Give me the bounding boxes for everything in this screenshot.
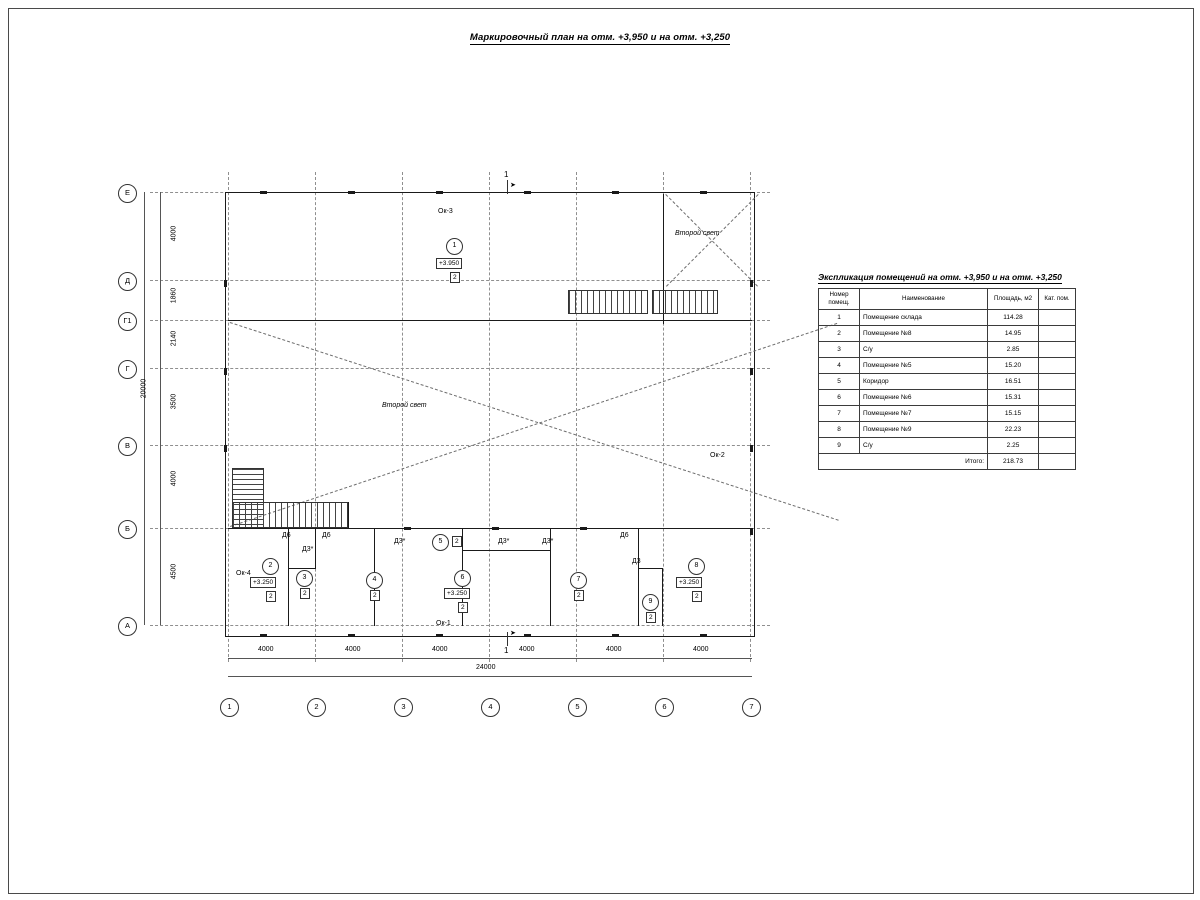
door-label-d3-5: Д3 [632, 558, 641, 565]
level-mark-lower-mid: +3.250 [444, 588, 470, 599]
window-mark [348, 191, 355, 194]
cell-room-name: Помещение №9 [860, 422, 988, 438]
cell-room-area: 15.31 [988, 390, 1039, 406]
cell-room-area: 16.51 [988, 374, 1039, 390]
cell-room-number: 8 [819, 422, 860, 438]
cell-room-category [1039, 438, 1076, 454]
category-mark-2: 2 [266, 591, 276, 602]
stair-lower-end [348, 502, 349, 528]
axis-bubble-V[interactable]: В [118, 437, 137, 456]
room-marker-3[interactable]: 3 [296, 570, 313, 587]
dim-chain-horizontal-inner [228, 658, 752, 659]
category-mark-9: 2 [646, 612, 656, 623]
cell-total-category [1039, 454, 1076, 470]
table-row [819, 438, 1076, 454]
window-mark [750, 528, 753, 535]
window-label-ok3: Ок-3 [438, 208, 453, 215]
window-label-ok4: Ок-4 [236, 570, 251, 577]
room-marker-4[interactable]: 4 [366, 572, 383, 589]
window-mark [260, 191, 267, 194]
door-label-d3-2: Д3* [394, 538, 406, 545]
cell-room-name: Помещение склада [860, 310, 988, 326]
explication-title-text: Экспликация помещений на отм. +3,950 и на отм. +3,250 [818, 272, 1062, 282]
window-mark [436, 634, 443, 637]
dim-v-2140: 2140 [170, 330, 178, 347]
table-row [819, 406, 1076, 422]
category-mark-7: 2 [574, 590, 584, 601]
section-tick-bottom [507, 632, 508, 646]
dim-h-4: 4000 [519, 646, 535, 653]
room-marker-7[interactable]: 7 [570, 572, 587, 589]
sheet-title [0, 32, 1200, 43]
header-room-category: Кат. пом. [1039, 289, 1076, 310]
sheet-title-text: Маркировочный план на отм. +3,950 и на отм. +3,250 [469, 32, 731, 43]
cell-room-area: 114.28 [988, 310, 1039, 326]
cell-room-number: 5 [819, 374, 860, 390]
cell-room-name: С/у [860, 342, 988, 358]
cell-room-number: 3 [819, 342, 860, 358]
header-room-area: Площадь, м2 [988, 289, 1039, 310]
window-mark [436, 191, 443, 194]
axis-bubble-B[interactable]: Б [118, 520, 137, 539]
category-mark-3: 2 [300, 588, 310, 599]
door-mark [492, 527, 499, 530]
axis-bubble-3[interactable]: 3 [394, 698, 413, 717]
door-label-d6-2: Д6 [322, 532, 331, 539]
void-label-right: Второй свет [675, 230, 720, 237]
room-marker-9[interactable]: 9 [642, 594, 659, 611]
dim-chain-horizontal-outer [228, 676, 752, 677]
cell-room-area: 14.95 [988, 326, 1039, 342]
window-mark [612, 634, 619, 637]
table-row [819, 390, 1076, 406]
cell-room-area: 2.25 [988, 438, 1039, 454]
room-marker-8[interactable]: 8 [688, 558, 705, 575]
room-marker-1[interactable]: 1 [446, 238, 463, 255]
category-mark-1: 2 [450, 272, 460, 283]
window-mark [750, 368, 753, 375]
room-marker-2[interactable]: 2 [262, 558, 279, 575]
cell-room-category [1039, 390, 1076, 406]
cell-room-number: 7 [819, 406, 860, 422]
table-row [819, 326, 1076, 342]
section-mark-bottom [504, 646, 508, 655]
window-mark [750, 280, 753, 287]
room-marker-6[interactable]: 6 [454, 570, 471, 587]
wall-partition-6 [638, 528, 639, 626]
cell-room-number: 2 [819, 326, 860, 342]
window-mark [348, 634, 355, 637]
window-mark [612, 191, 619, 194]
stair-lower-run [232, 502, 348, 528]
dim-chain-vertical-inner [160, 192, 161, 625]
cell-room-area: 15.20 [988, 358, 1039, 374]
window-mark [700, 634, 707, 637]
axis-bubble-2[interactable]: 2 [307, 698, 326, 717]
dim-v-4500: 4500 [170, 563, 178, 580]
cell-total-label: Итого: [819, 454, 988, 470]
header-room-number: Номер помещ. [819, 289, 860, 310]
door-label-d6-3: Д6 [620, 532, 629, 539]
cell-room-number: 4 [819, 358, 860, 374]
dim-v-4000b: 4000 [170, 470, 178, 487]
window-mark [750, 445, 753, 452]
dim-v-3500: 3500 [170, 393, 178, 410]
axis-bubble-E[interactable]: Е [118, 184, 137, 203]
cell-room-name: Помещение №5 [860, 358, 988, 374]
wall-partition-2 [315, 528, 316, 568]
cell-room-area: 15.15 [988, 406, 1039, 422]
table-header-row [819, 289, 1076, 310]
room-marker-5[interactable]: 5 [432, 534, 449, 551]
door-label-d3-1: Д3* [302, 546, 314, 553]
table-body [819, 310, 1076, 470]
dim-h-6: 4000 [693, 646, 709, 653]
explication-title [818, 272, 1118, 282]
level-mark-lower-right: +3.250 [676, 577, 702, 588]
wall-axis-B [228, 528, 752, 529]
window-mark [260, 634, 267, 637]
table-row [819, 422, 1076, 438]
window-mark [524, 634, 531, 637]
dim-v-1860: 1860 [170, 287, 178, 304]
section-mark-top-label: 1 [504, 170, 509, 179]
door-label-d3-3: Д3* [498, 538, 510, 545]
table-total-row [819, 454, 1076, 470]
window-mark [524, 191, 531, 194]
wall-corridor [462, 550, 550, 552]
category-mark-4: 2 [370, 590, 380, 601]
cell-room-category [1039, 342, 1076, 358]
table-row [819, 358, 1076, 374]
door-mark [580, 527, 587, 530]
window-mark [700, 191, 707, 194]
category-mark-8: 2 [692, 591, 702, 602]
section-mark-bottom-label: 1 [504, 646, 509, 655]
table-row [819, 310, 1076, 326]
wall-wc9 [662, 568, 663, 626]
dim-h-2: 4000 [345, 646, 361, 653]
axis-bubble-5[interactable]: 5 [568, 698, 587, 717]
window-mark [224, 280, 227, 287]
axis-bubble-G1[interactable]: Г1 [118, 312, 137, 331]
cell-room-name: Коридор [860, 374, 988, 390]
window-label-ok1: Ок-1 [436, 620, 451, 627]
door-label-d6-1: Д6 [282, 532, 291, 539]
dim-h-5: 4000 [606, 646, 622, 653]
window-mark [224, 368, 227, 375]
dim-v-total: 20000 [140, 378, 148, 399]
cell-total-value: 218.73 [988, 454, 1039, 470]
cell-room-category [1039, 326, 1076, 342]
level-mark-lower-left: +3.250 [250, 577, 276, 588]
axis-bubble-6[interactable]: 6 [655, 698, 674, 717]
cell-room-category [1039, 358, 1076, 374]
dim-v-4000a: 4000 [170, 225, 178, 242]
table-row [819, 374, 1076, 390]
dim-h-total: 24000 [476, 664, 496, 671]
cell-room-number: 1 [819, 310, 860, 326]
section-mark-top [504, 170, 508, 179]
dim-h-1: 4000 [258, 646, 274, 653]
cell-room-category [1039, 422, 1076, 438]
wall-wc9-top [638, 568, 663, 569]
category-mark-6: 2 [458, 602, 468, 613]
axis-bubble-1[interactable]: 1 [220, 698, 239, 717]
door-mark [404, 527, 411, 530]
cell-room-number: 9 [819, 438, 860, 454]
stair-upper [568, 290, 648, 314]
axis-bubble-4[interactable]: 4 [481, 698, 500, 717]
level-mark-upper: +3.950 [436, 258, 462, 269]
cell-room-category [1039, 310, 1076, 326]
axis-bubble-7[interactable]: 7 [742, 698, 761, 717]
cell-room-number: 6 [819, 390, 860, 406]
table-row [819, 342, 1076, 358]
explication-table [818, 288, 1076, 470]
door-label-d3-4: Д3* [542, 538, 554, 545]
header-room-name: Наименование [860, 289, 988, 310]
section-tick-top [507, 180, 508, 194]
section-arrow-bottom-icon: ➤ [510, 630, 516, 637]
cell-room-name: Помещение №6 [860, 390, 988, 406]
void-label-center: Второй свет [382, 402, 427, 409]
dim-h-3: 4000 [432, 646, 448, 653]
axis-bubble-G[interactable]: Г [118, 360, 137, 379]
floor-plan [110, 170, 770, 720]
section-arrow-top-icon: ➤ [510, 182, 516, 189]
wall-partition-1 [288, 528, 289, 626]
window-label-ok2: Ок-2 [710, 452, 725, 459]
cell-room-name: Помещение №7 [860, 406, 988, 422]
cell-room-name: Помещение №8 [860, 326, 988, 342]
cell-room-name: С/у [860, 438, 988, 454]
cell-room-area: 22.23 [988, 422, 1039, 438]
explication-block [818, 272, 1118, 470]
axis-bubble-A[interactable]: А [118, 617, 137, 636]
axis-bubble-D[interactable]: Д [118, 272, 137, 291]
wall-axis-G1 [228, 320, 752, 321]
stair-upper-2 [652, 290, 718, 314]
category-mark-5: 2 [452, 536, 462, 547]
cell-room-category [1039, 374, 1076, 390]
cell-room-category [1039, 406, 1076, 422]
cell-room-area: 2.85 [988, 342, 1039, 358]
window-mark [224, 445, 227, 452]
